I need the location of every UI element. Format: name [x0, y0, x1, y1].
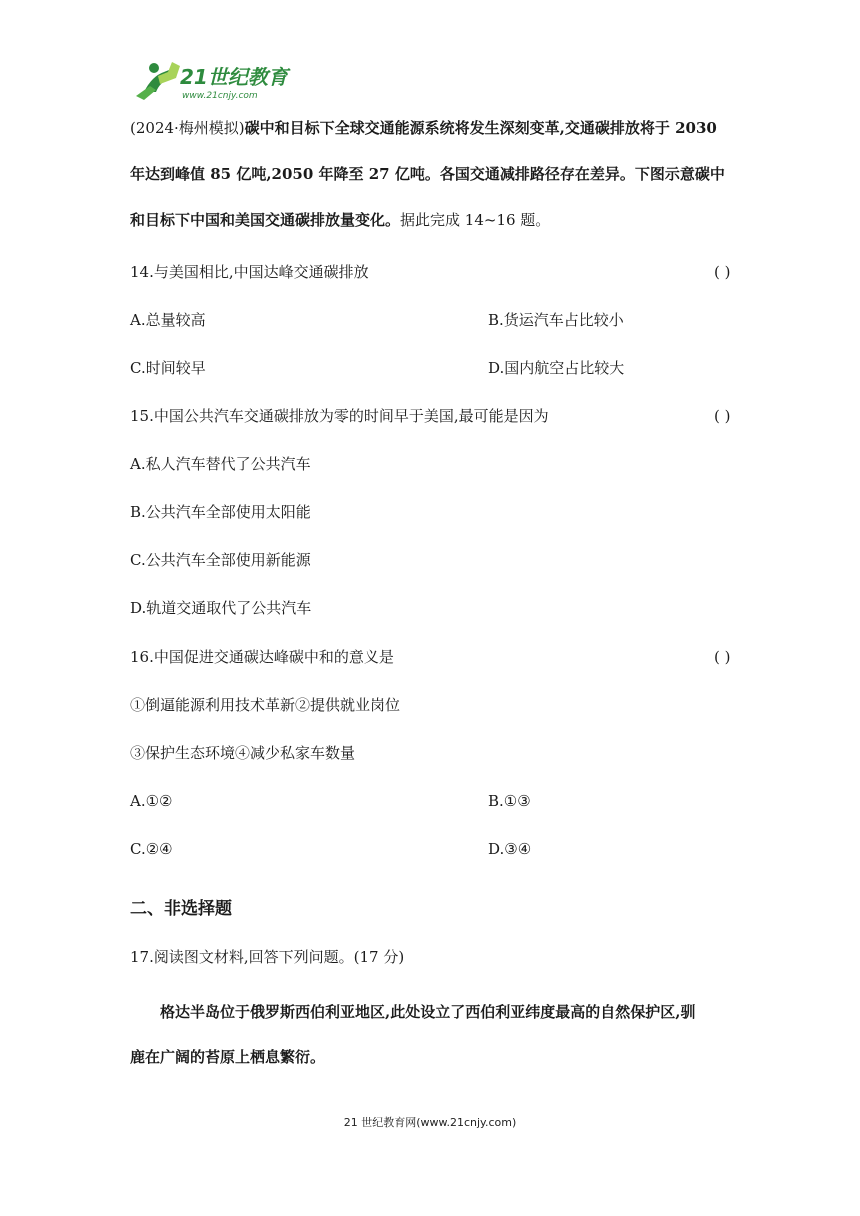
material-line-2: 鹿在广阔的苔原上栖息繁衍。: [130, 1048, 326, 1066]
q14-option-b: B.货运汽车占比较小: [488, 311, 624, 329]
intro-source: (2024·梅州模拟): [130, 119, 245, 137]
site-logo: [130, 56, 300, 106]
q15-option-b: B.公共汽车全部使用太阳能: [130, 503, 311, 521]
q17-stem: 17.阅读图文材料,回答下列问题。(17 分): [130, 948, 405, 966]
q15-option-a: A.私人汽车替代了公共汽车: [130, 455, 311, 473]
q15-answer-paren: ( ): [714, 407, 731, 425]
q16-stem: 16.中国促进交通碳达峰碳中和的意义是: [130, 648, 394, 666]
intro-line-3-rest: 据此完成 14~16 题。: [400, 211, 551, 229]
intro-line-1-text: 碳中和目标下全球交通能源系统将发生深刻变革,交通碳排放将于 2030: [244, 119, 717, 137]
q14-stem: 14.与美国相比,中国达峰交通碳排放: [130, 263, 369, 281]
intro-line-1: [130, 118, 717, 138]
q15-option-d: D.轨道交通取代了公共汽车: [130, 599, 312, 617]
logo-url: www.21cnjy.com: [182, 91, 258, 101]
q14-option-a: A.总量较高: [130, 311, 206, 329]
q15-stem: 15.中国公共汽车交通碳排放为零的时间早于美国,最可能是因为: [130, 407, 549, 425]
q14-option-d: D.国内航空占比较大: [488, 359, 625, 377]
q16-answer-paren: ( ): [714, 648, 731, 666]
q16-option-a: A.①②: [130, 792, 173, 810]
q14-answer-paren: ( ): [714, 263, 731, 281]
intro-line-3-bold: 和目标下中国和美国交通碳排放量变化。: [130, 211, 401, 229]
material-line-1: 格达半岛位于俄罗斯西伯利亚地区,此处设立了西伯利亚纬度最高的自然保护区,驯: [160, 1003, 696, 1021]
runner-icon: [136, 62, 180, 100]
page-footer: 21 世纪教育网(www.21cnjy.com): [343, 1116, 517, 1129]
q16-option-d: D.③④: [488, 840, 532, 858]
q16-statement-2: ③保护生态环境④减少私家车数量: [130, 744, 356, 762]
logo-text: 21世纪教育: [180, 65, 288, 89]
intro-line-3: [130, 210, 550, 230]
q16-option-b: B.①③: [488, 792, 531, 810]
intro-line-2: 年达到峰值 85 亿吨,2050 年降至 27 亿吨。各国交通减排路径存在差异。下图示意碳中: [130, 165, 725, 183]
q15-option-c: C.公共汽车全部使用新能源: [130, 551, 311, 569]
section-title: 二、非选择题: [130, 899, 232, 919]
q16-option-c: C.②④: [130, 840, 173, 858]
q16-statement-1: ①倒逼能源利用技术革新②提供就业岗位: [130, 696, 401, 714]
q14-option-c: C.时间较早: [130, 359, 206, 377]
